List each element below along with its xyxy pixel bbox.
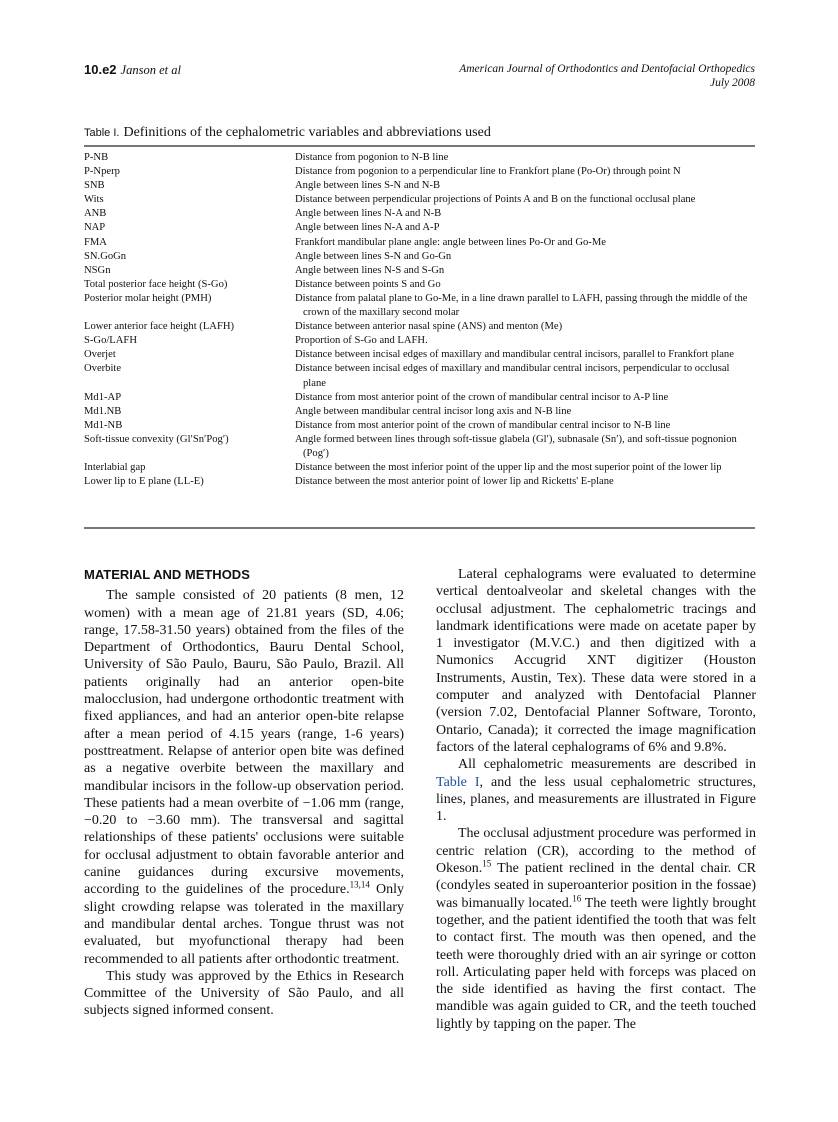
text: The teeth were lightly brought together, and the patient identified the tooth that was felt to contact first. The mouth was then opened, and the teeth were thoroughly dried with an air syringe or cotton roll. Articulating paper held with forceps was placed on the side identified as having the first contact. The mandible was again guided to CR, and the teeth touched lightly by tapping on the paper. The bbox=[436, 895, 757, 1032]
definition-cell: Distance from most anterior point of the crown of mandibular central incisor to A-P line bbox=[295, 391, 669, 403]
table-row bbox=[84, 165, 755, 179]
table-row bbox=[84, 207, 755, 221]
definition-cell: Angle between lines S-N and Go-Gn bbox=[295, 250, 452, 262]
citation[interactable]: 15 bbox=[482, 858, 492, 869]
term-cell: Interlabial gap bbox=[84, 462, 146, 474]
table-row bbox=[84, 179, 755, 193]
term-cell: Md1-AP bbox=[84, 391, 122, 403]
paragraph: Lateral cephalograms were evaluated to determine vertical dentoalveolar and skeletal changes with the occlusal adjustment. The cephalometric tracings and landmark identifications were made on acetate paper by 1 investigator (M.V.C.) and then digitized with a Numonics Accugrid XNT digitizer (Houston Instruments, Austin, Tex). These data were stored in a computer and analyzed with Dentofacial Planner (version 7.02, Dentofacial Planner Software, Toronto, Ontario, Canada); it corrected the image magnification factors of the lateral cephalograms of 6% and 9.8%. bbox=[436, 567, 756, 755]
table-row bbox=[84, 405, 755, 419]
citation[interactable]: 13,14 bbox=[349, 879, 370, 890]
table-label: Table I. bbox=[84, 127, 120, 139]
table-top-rule bbox=[84, 145, 755, 147]
definition-cell: Distance from palatal plane to Go-Me, in a line drawn parallel to LAFH, passing through the middle of the crown of the maxillary second molar bbox=[295, 292, 748, 319]
definition-cell: Distance between anterior nasal spine (ANS) and menton (Me) bbox=[295, 321, 563, 333]
definition-cell: Distance between the most anterior point of lower lip and Ricketts' E-plane bbox=[295, 476, 614, 488]
term-cell: Posterior molar height (PMH) bbox=[84, 292, 212, 304]
left-column bbox=[84, 566, 404, 1020]
table-row bbox=[84, 264, 755, 278]
table-row bbox=[84, 419, 755, 433]
term-cell: Md1.NB bbox=[84, 405, 122, 417]
table-link[interactable]: Table I bbox=[436, 774, 480, 790]
table-row bbox=[84, 461, 755, 475]
term-cell: Lower lip to E plane (LL-E) bbox=[84, 476, 204, 488]
definition-cell: Distance from most anterior point of the crown of mandibular central incisor to N-B line bbox=[295, 419, 671, 431]
term-cell: P-NB bbox=[84, 152, 109, 163]
table-caption bbox=[84, 125, 491, 141]
term-cell: P-Nperp bbox=[84, 166, 120, 178]
text: Only slight crowding relapse was tolerated in the maxillary and mandibular dental arches. Tongue thrust was not evaluated, but myofunctional therapy had been recommended to all patients after orthodontic treatment. bbox=[84, 882, 405, 967]
definition-cell: Distance between points S and Go bbox=[295, 278, 441, 290]
term-cell: Overbite bbox=[84, 363, 122, 375]
term-cell: Total posterior face height (S-Go) bbox=[84, 278, 228, 290]
definitions-table bbox=[84, 151, 755, 489]
table-row bbox=[84, 334, 755, 348]
citation[interactable]: 16 bbox=[572, 892, 582, 903]
right-column bbox=[436, 566, 756, 1033]
table-row bbox=[84, 151, 755, 165]
term-cell: FMA bbox=[84, 236, 107, 248]
table-row bbox=[84, 292, 755, 320]
term-cell: Lower anterior face height (LAFH) bbox=[84, 321, 235, 333]
running-header-right bbox=[459, 62, 755, 90]
definition-cell: Angle between lines S-N and N-B bbox=[295, 180, 441, 192]
definition-cell: Distance between the most inferior point of the upper lip and the most superior point of the lower lip bbox=[295, 462, 722, 474]
running-header-left bbox=[84, 62, 181, 78]
definition-cell: Distance between perpendicular projections of Points A and B on the functional occlusal plane bbox=[295, 194, 696, 206]
definition-cell: Angle between lines N-S and S-Gn bbox=[295, 264, 445, 276]
definition-cell: Angle formed between lines through soft-tissue glabela (Gl′), subnasale (Sn′), and soft-tissue pognonion (Pog′) bbox=[295, 433, 737, 459]
term-cell: NAP bbox=[84, 222, 106, 234]
paragraph bbox=[436, 825, 756, 1033]
table-bottom-rule bbox=[84, 527, 755, 529]
table-row bbox=[84, 278, 755, 292]
definition-cell: Distance between incisal edges of maxillary and mandibular central incisors, perpendicular to occlusal plane bbox=[295, 363, 730, 389]
term-cell: Soft-tissue convexity (Gl′Sn′Pog′) bbox=[84, 433, 229, 445]
term-cell: S-Go/LAFH bbox=[84, 335, 137, 347]
text: The occlusal adjustment procedure was performed in centric relation (CR), according to the method of Okeson. bbox=[436, 826, 756, 877]
term-cell: NSGn bbox=[84, 264, 111, 276]
term-cell: SN.GoGn bbox=[84, 250, 127, 262]
definition-cell: Distance from pogonion to a perpendicular line to Frankfort plane (Po-Or) through point N bbox=[295, 166, 681, 178]
definition-cell: Angle between mandibular central incisor long axis and N-B line bbox=[295, 405, 572, 417]
journal-name: American Journal of Orthodontics and Dentofacial Orthopedics bbox=[459, 63, 755, 75]
text: All cephalometric measurements are described in bbox=[458, 757, 756, 773]
section-heading: MATERIAL AND METHODS bbox=[84, 567, 250, 582]
definition-cell: Angle between lines N-A and A-P bbox=[295, 222, 440, 234]
table-title: Definitions of the cephalometric variables and abbreviations used bbox=[123, 125, 491, 140]
table-row bbox=[84, 236, 755, 250]
term-cell: Wits bbox=[84, 194, 104, 206]
table-row bbox=[84, 362, 755, 390]
table-row bbox=[84, 433, 755, 461]
table-row bbox=[84, 193, 755, 207]
term-cell: SNB bbox=[84, 180, 105, 192]
definition-cell: Proportion of S-Go and LAFH. bbox=[295, 335, 428, 347]
term-cell: Overjet bbox=[84, 349, 116, 361]
paragraph bbox=[436, 756, 756, 825]
issue-date: July 2008 bbox=[709, 77, 755, 89]
term-cell: ANB bbox=[84, 208, 107, 220]
text: , and the less usual cephalometric structures, lines, planes, and measurements are illustrated in Figure 1. bbox=[436, 774, 756, 825]
page-number: 10.e2 bbox=[84, 62, 117, 77]
table-row bbox=[84, 475, 755, 489]
table-row bbox=[84, 250, 755, 264]
paragraph bbox=[84, 587, 404, 968]
definition-cell: Distance between incisal edges of maxillary and mandibular central incisors, parallel to Frankfort plane bbox=[295, 349, 734, 361]
term-cell: Md1-NB bbox=[84, 419, 123, 431]
text: The patient reclined in the dental chair. CR (condyles seated in superoanterior position in the fossae) was bimanually located. bbox=[436, 861, 756, 911]
table-row bbox=[84, 391, 755, 405]
table-row bbox=[84, 320, 755, 334]
paragraph: This study was approved by the Ethics in Research Committee of the University of São Paulo, and all subjects signed informed consent. bbox=[84, 968, 404, 1019]
authors: Janson et al bbox=[120, 63, 181, 77]
table-row bbox=[84, 348, 755, 362]
text: The sample consisted of 20 patients (8 men, 12 women) with a mean age of 21.81 years (SD, 4.06; range, 17.58-31.50 years) obtained from the files of the Department of Orthodontics, Bauru Dental School, University of São Paulo, Bauru, São Paulo, Brazil. All patients originally had an anterior open-bite malocclusion, had undergone orthodontic treatment with fixed appliances, and had an anterior open-bite relapse after a mean period of 4.15 years (range, 1-6 years) posttreatment. Relapse of anterior open bite was defined as a negative overbite between the maxillary and mandibular incisors in the follow-up observation period. These patients had a mean overbite of −1.06 mm (range, −0.20 to −3.60 mm). The transversal and sagittal relationships of these patients' occlusions were suitable for occlusal adjustment to obtain favorable anterior and canine guidances during excursive movements, according to the guidelines of the procedure. bbox=[84, 588, 404, 898]
definition-cell: Angle between lines N-A and N-B bbox=[295, 208, 442, 220]
definition-cell: Distance from pogonion to N-B line bbox=[295, 152, 449, 163]
table-row bbox=[84, 221, 755, 235]
definition-cell: Frankfort mandibular plane angle: angle between lines Po-Or and Go-Me bbox=[295, 236, 606, 248]
